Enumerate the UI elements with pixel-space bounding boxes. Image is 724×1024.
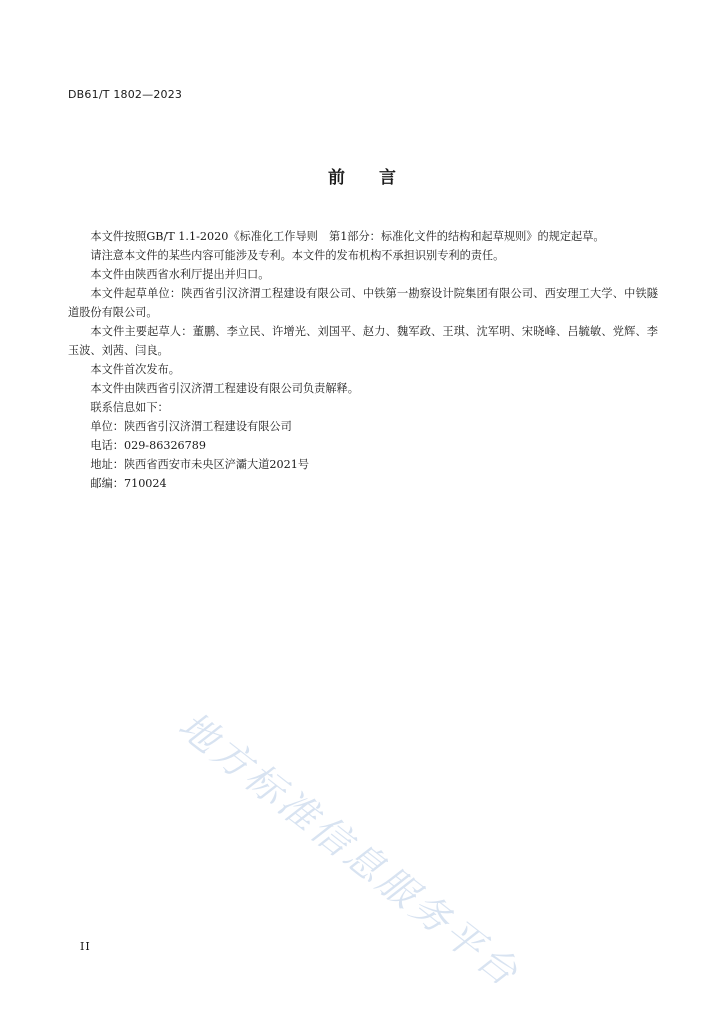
paragraph-contact-intro: 联系信息如下： — [90, 401, 169, 414]
paragraph-drafting-rules: 本文件按照GB/T 1.1-2020《标准化工作导则 第1部分：标准化文件的结构和起草规则》的规定起草。 — [90, 230, 605, 243]
contact-phone: 电话：029-86326789 — [90, 439, 207, 452]
page-number: II — [80, 940, 91, 953]
paragraph-drafters: 本文件主要起草人：董鹏、李立民、许增光、刘国平、赵力、魏军政、王琪、沈军明、宋晓峰、吕毓敏、党辉、李玉波、刘茜、闫良。 — [68, 325, 658, 357]
contact-address: 地址：陕西省西安市未央区浐灞大道2021号 — [90, 458, 310, 471]
paragraph-patent-notice: 请注意本文件的某些内容可能涉及专利。本文件的发布机构不承担识别专利的责任。 — [90, 249, 505, 262]
paragraph-proposer: 本文件由陕西省水利厅提出并归口。 — [90, 268, 270, 281]
title-char-2: 言 — [379, 168, 396, 188]
contact-postcode: 邮编：710024 — [90, 477, 167, 490]
paragraph-first-release: 本文件首次发布。 — [90, 363, 180, 376]
paragraph-interpretation: 本文件由陕西省引汉济渭工程建设有限公司负责解释。 — [90, 382, 359, 395]
foreword-body — [68, 227, 658, 493]
document-code: DB61/T 1802—2023 — [68, 88, 183, 101]
paragraph-drafting-units: 本文件起草单位：陕西省引汉济渭工程建设有限公司、中铁第一勘察设计院集团有限公司、西安理工大学、中铁隧道股份有限公司。 — [68, 287, 658, 319]
title-char-1: 前 — [328, 168, 345, 188]
watermark: 地方标准信息服务平台 — [170, 702, 529, 997]
contact-unit: 单位：陕西省引汉济渭工程建设有限公司 — [90, 420, 292, 433]
page-title — [0, 163, 724, 188]
